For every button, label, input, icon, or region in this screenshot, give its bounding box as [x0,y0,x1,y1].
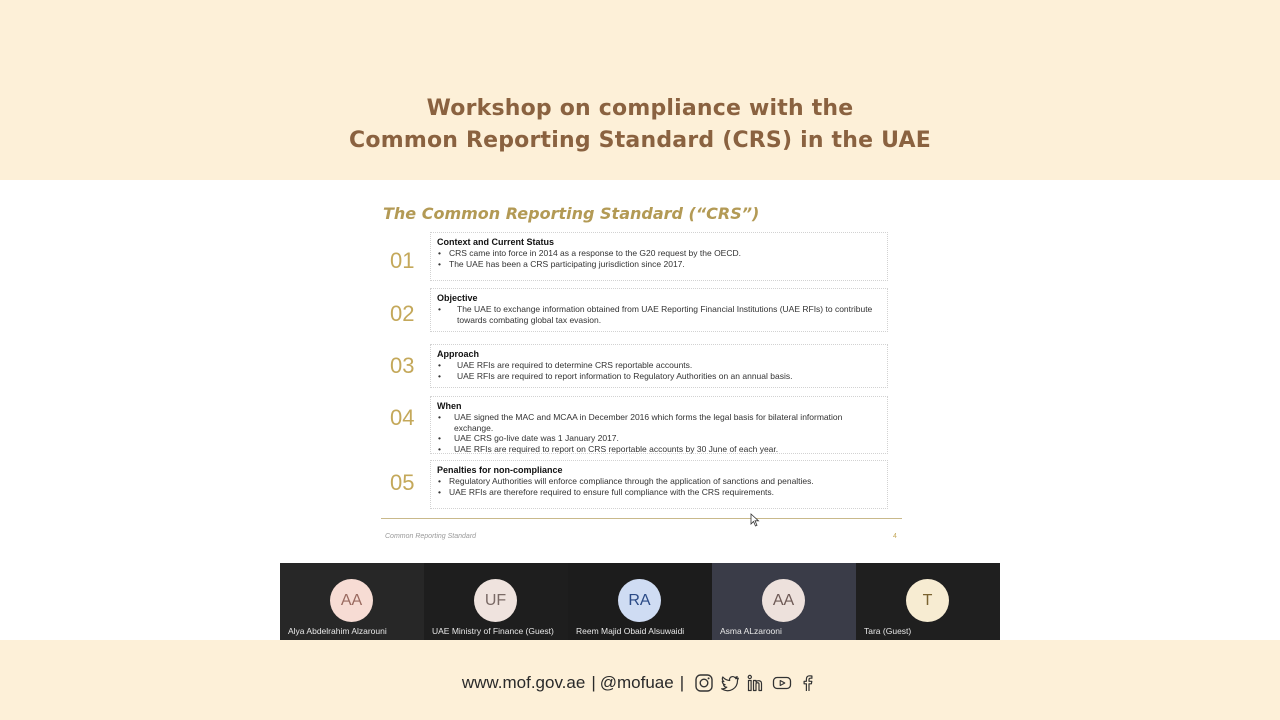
row-bullet: • UAE signed the MAC and MCAA in December 2016 which forms the legal basis for bilateral information exchange. [437,412,881,433]
participant-tile[interactable] [424,563,568,640]
slide-row-context [430,232,888,281]
youtube-icon[interactable] [772,673,792,693]
participant-name: UAE Ministry of Finance (Guest) [432,626,554,636]
row-number: 02 [390,301,415,326]
row-title: Objective [437,293,478,303]
event-title-line-2: Common Reporting Standard (CRS) in the UAE [349,128,931,153]
mouse-cursor-icon [750,512,760,531]
footer-contact-bar [0,670,1280,696]
slide-footer-text: Common Reporting Standard [385,533,477,540]
slide-divider [381,518,902,519]
row-title: Penalties for non-compliance [437,465,563,475]
event-title [0,93,1280,157]
row-title: When [437,401,462,411]
avatar: T [906,579,949,622]
row-number: 04 [390,405,415,430]
facebook-icon[interactable] [798,673,818,693]
participant-name: Reem Majid Obaid Alsuwaidi [576,626,685,636]
row-bullet: • CRS came into force in 2014 as a response to the G20 request by the OECD. [437,248,881,259]
slide-page-number: 4 [893,533,897,540]
row-number: 03 [390,353,415,378]
participant-strip [280,563,1000,640]
slide-heading: The Common Reporting Standard (“CRS”) [383,204,760,223]
row-number: 01 [390,248,415,273]
slide-row-objective [430,288,888,332]
participant-tile[interactable] [568,563,712,640]
row-bullet: • UAE RFIs are required to report on CRS reportable accounts by 30 June of each year. [437,444,881,455]
row-title: Context and Current Status [437,237,555,247]
instagram-icon[interactable] [694,673,714,693]
website-link[interactable]: www.mof.gov.ae [461,673,586,692]
row-bullet: • Regulatory Authorities will enforce compliance through the application of sanctions and penalties. [437,476,881,487]
slide-row-approach [430,344,888,388]
row-bullet: • UAE CRS go-live date was 1 January 2017. [437,433,881,444]
row-number: 05 [390,470,415,495]
participant-name: Asma ALzarooni [720,626,782,636]
participant-tile[interactable] [856,563,1000,640]
participant-name: Tara (Guest) [864,626,912,636]
avatar: RA [618,579,661,622]
row-bullet: • UAE RFIs are required to determine CRS reportable accounts. [437,360,881,371]
footer-separator: | [591,673,596,692]
slide-row-when [430,396,888,454]
row-bullet: • The UAE has been a CRS participating jurisdiction since 2017. [437,259,881,270]
slide-row-penalties [430,460,888,509]
social-handle[interactable]: @mofuae [599,673,674,692]
participant-tile-active[interactable] [712,563,856,640]
row-title: Approach [437,349,480,359]
avatar: UF [474,579,517,622]
footer-separator: | [679,673,685,692]
linkedin-icon[interactable] [746,673,766,693]
participant-name: Alya Abdelrahim Alzarouni [288,626,387,636]
shared-screen [0,180,1280,640]
row-bullet: • UAE RFIs are required to report information to Regulatory Authorities on an annual basis. [437,371,881,382]
row-bullet: • UAE RFIs are therefore required to ensure full compliance with the CRS requirements. [437,487,881,498]
event-title-line-1: Workshop on compliance with the [426,96,854,121]
participant-tile[interactable] [280,563,424,640]
avatar: AA [762,579,805,622]
twitter-icon[interactable] [720,673,740,693]
avatar: AA [330,579,373,622]
row-bullet: • The UAE to exchange information obtained from UAE Reporting Financial Institutions (UAE RFIs) to contribute towards combating global tax evasion. [437,304,881,325]
